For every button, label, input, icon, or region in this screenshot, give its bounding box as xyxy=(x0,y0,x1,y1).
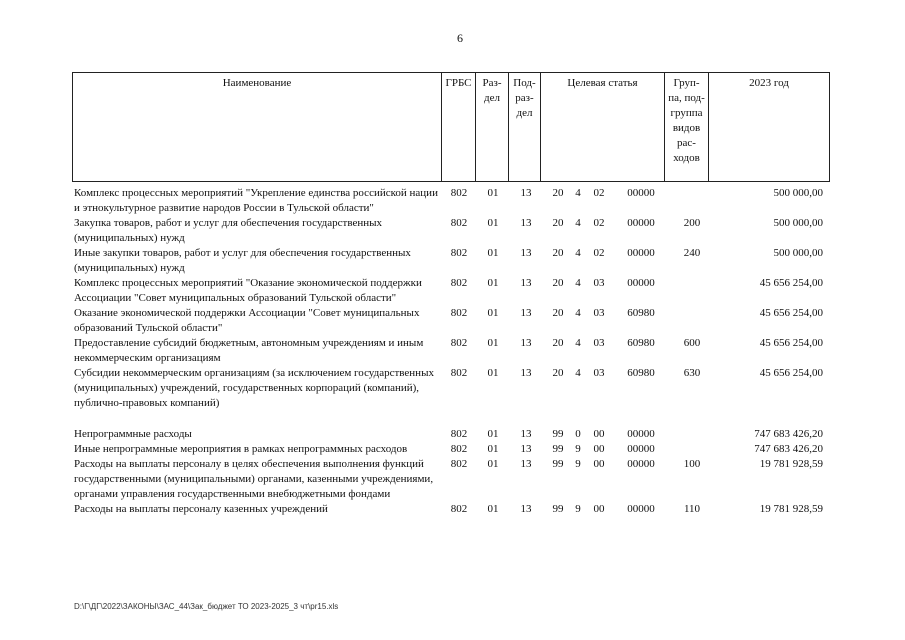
row-expense-type: 600 xyxy=(683,337,701,349)
row-target-direction: 00000 xyxy=(627,187,655,199)
header-grbs: ГРБС xyxy=(442,73,476,182)
table-row xyxy=(74,276,829,306)
row-amount-2023: 45 656 254,00 xyxy=(759,367,823,379)
row-name: Непрограммные расходы xyxy=(74,428,192,440)
row-amount-2023: 500 000,00 xyxy=(773,217,823,229)
row-target-type: 4 xyxy=(575,217,581,229)
table-row xyxy=(74,502,829,517)
row-target-program: 99 xyxy=(552,458,564,470)
row-target-type: 4 xyxy=(575,307,581,319)
row-target-subprogram: 03 xyxy=(593,307,605,319)
row-amount-2023: 747 683 426,20 xyxy=(754,443,823,455)
row-podrazdel: 13 xyxy=(520,247,532,259)
row-target-direction: 00000 xyxy=(627,458,655,470)
row-target-direction: 00000 xyxy=(627,503,655,515)
row-target-subprogram: 02 xyxy=(593,247,605,259)
row-target-program: 20 xyxy=(552,187,564,199)
row-grbs: 802 xyxy=(450,307,468,319)
row-name: Комплекс процессных мероприятий "Укрепление единства российской нации и этнокультурное развитие народов России в Тульской области" xyxy=(74,187,438,214)
row-podrazdel: 13 xyxy=(520,443,532,455)
table-row xyxy=(74,216,829,246)
row-grbs: 802 xyxy=(450,217,468,229)
row-amount-2023: 19 781 928,59 xyxy=(759,458,823,470)
row-grbs: 802 xyxy=(450,337,468,349)
row-podrazdel: 13 xyxy=(520,307,532,319)
row-amount-2023: 747 683 426,20 xyxy=(754,428,823,440)
row-razdel: 01 xyxy=(487,443,499,455)
row-target-direction: 00000 xyxy=(627,247,655,259)
row-podrazdel: 13 xyxy=(520,503,532,515)
row-expense-type: 630 xyxy=(683,367,701,379)
row-target-direction: 60980 xyxy=(627,307,655,319)
row-name: Закупка товаров, работ и услуг для обеспечения государственных (муниципальных) нужд xyxy=(74,217,383,244)
row-expense-type: 100 xyxy=(683,458,701,470)
table-row xyxy=(74,246,829,276)
row-razdel: 01 xyxy=(487,503,499,515)
row-target-type: 4 xyxy=(575,187,581,199)
row-name: Расходы на выплаты персоналу казенных учреждений xyxy=(74,503,328,515)
row-target-program: 20 xyxy=(552,247,564,259)
header-razdel: Раз- дел xyxy=(476,73,509,182)
row-name: Оказание экономической поддержки Ассоциации "Совет муниципальных образований Тульской области" xyxy=(74,307,420,334)
row-target-subprogram: 00 xyxy=(593,443,605,455)
row-razdel: 01 xyxy=(487,428,499,440)
header-podrazdel: Под- раз- дел xyxy=(509,73,541,182)
row-target-program: 20 xyxy=(552,277,564,289)
row-target-program: 99 xyxy=(552,443,564,455)
row-podrazdel: 13 xyxy=(520,458,532,470)
row-grbs: 802 xyxy=(450,367,468,379)
row-expense-type: 240 xyxy=(683,247,701,259)
file-path-footer: D:\Г\ДГ\2022\ЗАКОНЫ\ЗАС_44\Зак_бюджет ТО 2023-2025_3 чт\pr15.xls xyxy=(74,602,339,611)
row-amount-2023: 45 656 254,00 xyxy=(759,307,823,319)
table-row xyxy=(74,427,829,442)
row-expense-type: 200 xyxy=(683,217,701,229)
row-name: Расходы на выплаты персоналу в целях обеспечения выполнения функций государственными (муниципальными) органами, казенными учреждениями, органами управления государственными внебюджетными фондами xyxy=(74,458,434,500)
row-amount-2023: 19 781 928,59 xyxy=(759,503,823,515)
page-number: 6 xyxy=(457,31,463,45)
row-target-program: 99 xyxy=(552,428,564,440)
row-name: Комплекс процессных мероприятий "Оказание экономической поддержки Ассоциации "Совет муниципальных образований Тульской области" xyxy=(74,277,422,304)
header-2023-year: 2023 год xyxy=(709,73,830,182)
row-grbs: 802 xyxy=(450,247,468,259)
row-target-subprogram: 00 xyxy=(593,458,605,470)
row-amount-2023: 45 656 254,00 xyxy=(759,337,823,349)
row-podrazdel: 13 xyxy=(520,428,532,440)
row-target-subprogram: 03 xyxy=(593,367,605,379)
row-amount-2023: 500 000,00 xyxy=(773,247,823,259)
row-grbs: 802 xyxy=(450,458,468,470)
row-name: Предоставление субсидий бюджетным, автономным учреждениям и иным некоммерческим организациям xyxy=(74,337,424,364)
row-podrazdel: 13 xyxy=(520,187,532,199)
row-amount-2023: 45 656 254,00 xyxy=(759,277,823,289)
row-name: Иные непрограммные мероприятия в рамках непрограммных расходов xyxy=(74,443,408,455)
table-row xyxy=(74,336,829,366)
table-row xyxy=(74,457,829,502)
table-header xyxy=(72,72,830,182)
table-body xyxy=(74,186,829,517)
row-target-subprogram: 00 xyxy=(593,428,605,440)
row-grbs: 802 xyxy=(450,187,468,199)
row-name: Иные закупки товаров, работ и услуг для обеспечения государственных (муниципальных) нужд xyxy=(74,247,411,274)
row-target-direction: 60980 xyxy=(627,337,655,349)
row-grbs: 802 xyxy=(450,443,468,455)
row-target-program: 20 xyxy=(552,217,564,229)
row-amount-2023: 500 000,00 xyxy=(773,187,823,199)
row-target-subprogram: 03 xyxy=(593,277,605,289)
row-razdel: 01 xyxy=(487,367,499,379)
row-target-direction: 00000 xyxy=(627,217,655,229)
row-razdel: 01 xyxy=(487,217,499,229)
row-target-direction: 00000 xyxy=(627,428,655,440)
row-grbs: 802 xyxy=(450,428,468,440)
table-row xyxy=(74,186,829,216)
row-podrazdel: 13 xyxy=(520,217,532,229)
row-name: Субсидии некоммерческим организациям (за исключением государственных (муниципальных) учреждений, государственных корпораций (компаний), публично-правовых компаний) xyxy=(74,367,434,409)
header-vid-raskhodov: Груп- па, под- группа видов рас- ходов xyxy=(665,73,709,182)
row-target-program: 20 xyxy=(552,307,564,319)
row-podrazdel: 13 xyxy=(520,277,532,289)
row-razdel: 01 xyxy=(487,277,499,289)
row-target-program: 20 xyxy=(552,337,564,349)
row-expense-type: 110 xyxy=(683,503,701,515)
row-target-direction: 60980 xyxy=(627,367,655,379)
row-target-subprogram: 03 xyxy=(593,337,605,349)
row-target-program: 99 xyxy=(552,503,564,515)
row-target-type: 4 xyxy=(575,277,581,289)
row-podrazdel: 13 xyxy=(520,367,532,379)
row-target-direction: 00000 xyxy=(627,277,655,289)
row-target-type: 0 xyxy=(575,428,581,440)
row-razdel: 01 xyxy=(487,187,499,199)
table-row xyxy=(74,306,829,336)
row-target-direction: 00000 xyxy=(627,443,655,455)
table-row xyxy=(74,366,829,411)
row-razdel: 01 xyxy=(487,337,499,349)
row-target-type: 4 xyxy=(575,367,581,379)
row-target-program: 20 xyxy=(552,367,564,379)
table-row xyxy=(74,442,829,457)
row-target-type: 9 xyxy=(575,443,581,455)
row-target-type: 4 xyxy=(575,247,581,259)
row-grbs: 802 xyxy=(450,277,468,289)
row-target-subprogram: 02 xyxy=(593,217,605,229)
header-name: Наименование xyxy=(73,73,442,182)
row-podrazdel: 13 xyxy=(520,337,532,349)
header-celevaya-statya: Целевая статья xyxy=(541,73,665,182)
row-target-subprogram: 00 xyxy=(593,503,605,515)
row-target-type: 4 xyxy=(575,337,581,349)
row-target-type: 9 xyxy=(575,503,581,515)
row-target-type: 9 xyxy=(575,458,581,470)
row-razdel: 01 xyxy=(487,307,499,319)
row-grbs: 802 xyxy=(450,503,468,515)
row-razdel: 01 xyxy=(487,247,499,259)
row-razdel: 01 xyxy=(487,458,499,470)
row-target-subprogram: 02 xyxy=(593,187,605,199)
